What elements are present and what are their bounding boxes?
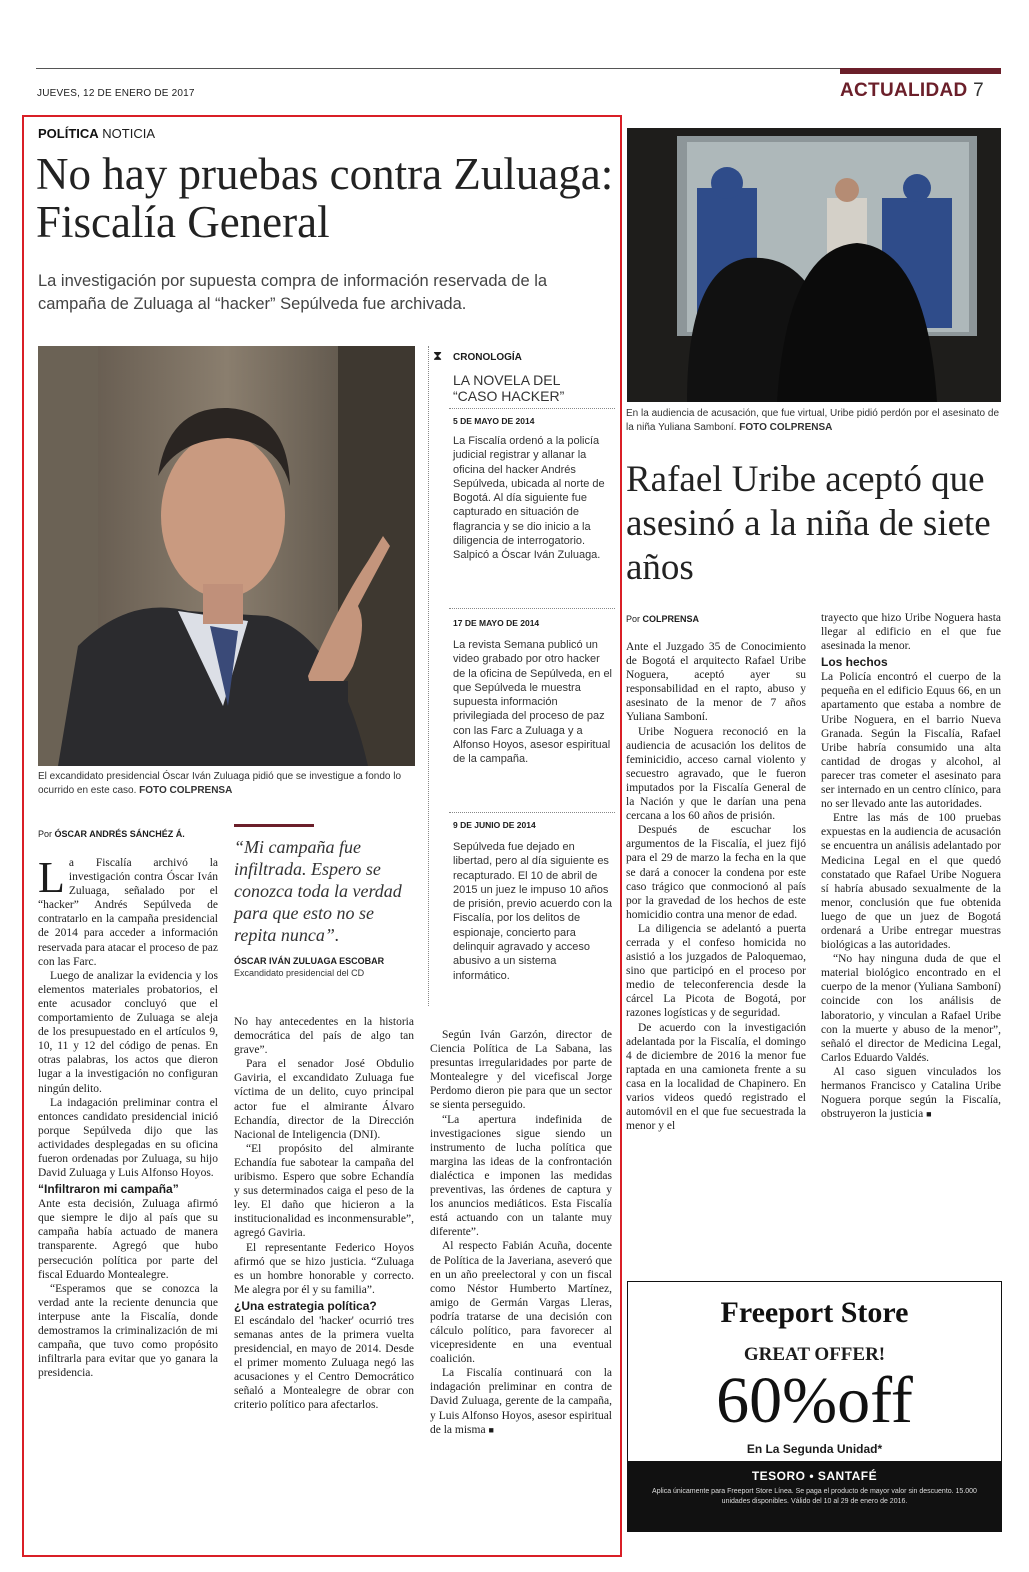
deck: La investigación por supuesta compra de información reservada de la campaña de Zuluaga al “hacker” Sepúlveda fue archivada. bbox=[38, 272, 548, 313]
chronology-date: 9 DE JUNIO DE 2014 bbox=[453, 820, 536, 830]
kicker bbox=[38, 126, 155, 141]
ad-discount: 60%off bbox=[716, 1364, 913, 1437]
article-column-4 bbox=[626, 640, 806, 1133]
paragraph: “El propósito del almirante Echandía fue sabotear la campaña del uribismo. Espero que sobre Echandía y sus determinados caiga el peso de la ley. El daño que hicieron a la institucionalidad es inconmensurable”, agregó Gaviria. bbox=[234, 1142, 414, 1240]
photo-credit: FOTO COLPRENSA bbox=[139, 785, 233, 796]
headline: Rafael Uribe aceptó que asesinó a la niña de siete años bbox=[626, 459, 991, 588]
paragraph: “Esperamos que se conozca la verdad ante la reciente denuncia que interpuse ante la Fiscalía, donde demostramos la criminalización de mi campaña, que tuvo como propósito infiltrarla para evitar que yo ganara la presidencia. bbox=[38, 1282, 218, 1380]
article-column-1 bbox=[38, 853, 218, 1380]
end-mark-icon: ■ bbox=[488, 1424, 494, 1435]
byline bbox=[626, 614, 699, 624]
pullquote: “Mi campaña fue infiltrada. Espero se conozca toda la verdad para que esto no se repita nunca”. bbox=[234, 837, 402, 945]
byline-prefix: Por bbox=[38, 829, 53, 839]
paragraph: De acuerdo con la investigación adelantada por la Fiscalía, el domingo 4 de diciembre de 2016 la menor fue raptada en una camioneta frente a su casa en la localidad de Chapinero. En varios videos quedó registrado el automóvil en el que fue secuestrada la menor y el bbox=[626, 1021, 806, 1133]
chronology-text: Sepúlveda fue dejado en libertad, pero al día siguiente es recapturado. El 10 de abril de 2015 un juez le impuso 10 años de prisión, previo acuerdo con la Fiscalía, por los delitos de espionaje, concierto para delinquir agravado y acceso abusivo a un sistema informático. bbox=[453, 841, 612, 982]
end-mark-icon: ■ bbox=[926, 1109, 932, 1120]
photo-caption bbox=[38, 770, 415, 798]
paragraph bbox=[430, 1366, 612, 1436]
freeport-store-ad bbox=[627, 1281, 1002, 1532]
zuluaga-photo-illustration bbox=[38, 346, 415, 766]
separator bbox=[449, 408, 615, 409]
chronology-date: 5 DE MAYO DE 2014 bbox=[453, 416, 535, 426]
ad-fine-print: Aplica únicamente para Freeport Store Línea. Se paga el producto de mayor valor sin descuento. 15.000 unidades disponibles. Válido del 10 al 29 de enero de 2016. bbox=[652, 1488, 977, 1505]
article-column-5 bbox=[821, 611, 1001, 1121]
headline: No hay pruebas contra Zuluaga: Fiscalía General bbox=[36, 149, 614, 247]
paragraph: El representante Federico Hoyos afirmó que se hizo justicia. “Zuluaga es un hombre honorable y correcto. Me alegra por él y su familia”. bbox=[234, 1241, 414, 1296]
paragraph: Luego de analizar la evidencia y los elementos materiales probatorios, el ente acusador concluyó que el comportamiento de Zuluaga se aleja de los presupuestado en el artículos 9, 10, 11 y 12 del código de penas. En otras palabras, los actos que dieron lugar a la investigación no configuran ningún delito. bbox=[38, 969, 218, 1095]
courtroom-photo-illustration bbox=[627, 128, 1001, 402]
separator bbox=[449, 608, 615, 609]
paragraph-text: Al caso siguen vinculados los hermanos Francisco y Catalina Uribe Noguera porque según la Fiscalía, obstruyeron la justicia bbox=[821, 1065, 1001, 1121]
separator bbox=[449, 812, 615, 813]
paragraph: Ante el Juzgado 35 de Conocimiento de Bogotá el arquitecto Rafael Uribe Noguera, aceptó ayer su responsabilidad en el rapto, abuso y asesinato de la menor de 7 años Yuliana Samboní. bbox=[626, 641, 806, 724]
paragraph: Al respecto Fabián Acuña, docente de Política de la Javeriana, aseveró que en un año preelectoral y con un fiscal como Néstor Humberto Martínez, amigo de Germán Vargas Lleras, podría tratarse de una decisión con cálculo político, para favorecer al vicepresidente en una eventual coalición. bbox=[430, 1240, 612, 1366]
paragraph bbox=[821, 1065, 1001, 1121]
pullquote-rule bbox=[234, 824, 314, 827]
subheading: “Infiltraron mi campaña” bbox=[38, 1182, 179, 1197]
paragraph: Uribe Noguera reconoció en la audiencia de acusación los delitos de feminicidio, acceso carnal violento y secuestro agravado, que le fueron imputados por la Fiscalía General de la Nación y que le darían una pena cercana a los 60 años de prisión. bbox=[626, 725, 806, 823]
paragraph: Ante esta decisión, Zuluaga afirmó que siempre le dijo al país que su campaña había actuado de manera transparente. Agregó que hubo persecución política por parte del fiscal Eduardo Montealegre. bbox=[38, 1198, 218, 1281]
caption-text: El excandidato presidencial Óscar Iván Zuluaga pidió que se investigue a fondo lo ocurrido en este caso. bbox=[38, 771, 402, 796]
paragraph-text: La Fiscalía continuará con la indagación preliminar en contra de David Zuluaga, gerente de la campaña, y Luis Alfonso Hoyos, asesor espiritual de la misma bbox=[430, 1367, 612, 1436]
byline bbox=[38, 829, 185, 839]
section-label: ACTUALIDAD bbox=[840, 80, 968, 101]
paragraph: Para el senador José Obdulio Gaviria, el excandidato Zuluaga fue víctima de un delito, cuyo principal actor fue el almirante Álvaro Echandía, director de la Dirección Nacional de Inteligencia (DNI). bbox=[234, 1058, 414, 1141]
paragraph bbox=[38, 853, 218, 969]
byline-prefix: Por bbox=[626, 614, 641, 624]
chronology-text: La Fiscalía ordenó a la policía judicial registrar y allanar la oficina del hacker Andrés Sepúlveda, ubicada al norte de Bogotá. Al día siguiente fue capturado en situación de flagrancia y se dio inicio a la diligencia de interrogatorio. Salpicó a Óscar Iván Zuluaga. bbox=[453, 435, 605, 562]
paragraph: trayecto que hizo Uribe Noguera hasta llegar al edificio en el que fue asesinada la menor. bbox=[821, 612, 1001, 653]
paragraph: No hay antecedentes en la historia democrática del país de algo tan grave”. bbox=[234, 1016, 414, 1057]
ad-brand: Freeport Store bbox=[720, 1296, 909, 1329]
article-column-3 bbox=[430, 1028, 612, 1437]
chronology-text: La revista Semana publicó un video grabado por otro hacker de la oficina de Sepúlveda, en el que Sepúlveda le muestra supuesta información privilegiada del proceso de paz con las Farc a Zuluaga y a Alfonso Hoyos, asesor espiritual de la campaña. bbox=[453, 639, 613, 766]
subheading: ¿Una estrategia política? bbox=[234, 1298, 377, 1313]
paragraph: La Policía encontró el cuerpo de la pequeña en el edificio Equus 66, en un apartamento que estaba a nombre de Uribe Noguera, en el barrio Nueva Granada. Según la Fiscalía, Rafael Uribe habría consumido una alta cantidad de drogas y alcohol, al parecer tras cometer el asesinato para ser internado en un centro clínico, para no ser llevado ante las autoridades. bbox=[821, 671, 1001, 811]
drop-cap: L bbox=[38, 853, 65, 902]
pullquote-role: Excandidato presidencial del CD bbox=[234, 968, 365, 978]
caption-text: En la audiencia de acusación, que fue virtual, Uribe pidió perdón por el asesinato de la niña Yuliana Samboní. bbox=[626, 408, 1000, 433]
paragraph: La diligencia se adelantó a puerta cerrada y el confeso homicida no asistió a los juzgados de Paloquemao, sino que participó en el proceso por medio de teleconferencia desde la cárcel La Picota de Bogotá, por razones logísticas y de seguridad. bbox=[626, 922, 806, 1020]
paragraph: La indagación preliminar contra el entonces candidato presidencial inició porque Sepúlveda dijo que las actividades desplegadas en su oficina fueron ordenadas por Zuluaga, su hijo David Zuluaga y Luis Alfonso Hoyos. bbox=[38, 1096, 218, 1180]
photo-caption bbox=[626, 407, 1001, 435]
kicker-type: NOTICIA bbox=[102, 126, 156, 141]
hourglass-icon: ⧗ bbox=[433, 348, 443, 363]
paragraph: El escándalo del 'hacker' ocurrió tres semanas antes de la primera vuelta presidencial, en mayo de 2014. Desde el primer momento Zuluaga negó las acusaciones y el Centro Democrático señaló a Montealegre de obrar con criterio político para afectarlos. bbox=[234, 1314, 414, 1412]
page-number: 7 bbox=[973, 80, 985, 101]
kicker-section: POLÍTICA bbox=[38, 126, 99, 141]
paragraph: “La apertura indefinida de investigaciones sigue siendo un instrumento de lucha política que margina las ideas de la confrontación dialéctica e imponen las medidas preventivas, las órdenes de captura y los anuncios mediáticos. Esta Fiscalía está actuando con un talante muy diferente”. bbox=[430, 1113, 612, 1239]
article-column-2 bbox=[234, 1015, 414, 1413]
paragraph: Después de escuchar los argumentos de la Fiscalía, el juez fijó para el 29 de marzo la fecha en la que se dará a conocer la condena por este caso trágico que conmocionó al país por la gravedad de los hechos de este homicidio contra una menor de edad. bbox=[626, 824, 806, 921]
zuluaga-photo bbox=[38, 346, 415, 766]
photo-credit: FOTO COLPRENSA bbox=[739, 422, 833, 433]
byline-author: ÓSCAR ANDRÉS SÁNCHÉZ Á. bbox=[54, 829, 185, 839]
ad-stores: TESORO • SANTAFÉ bbox=[751, 1469, 878, 1483]
chronology-sidebar bbox=[428, 346, 616, 1006]
ad-footer-strip bbox=[628, 1461, 1001, 1531]
courtroom-screen-photo bbox=[627, 128, 1001, 402]
chronology-subtitle: LA NOVELA DEL “CASO HACKER” bbox=[453, 372, 565, 404]
section-bar bbox=[840, 68, 1001, 74]
pullquote-author: ÓSCAR IVÁN ZULUAGA ESCOBAR bbox=[234, 956, 385, 966]
ad-offer: GREAT OFFER! bbox=[743, 1344, 886, 1365]
issue-date: JUEVES, 12 DE ENERO DE 2017 bbox=[37, 88, 195, 99]
section-header bbox=[840, 80, 984, 102]
ad-unit: En La Segunda Unidad* bbox=[746, 1442, 883, 1456]
paragraph: Entre las más de 100 pruebas expuestas en la audiencia de acusación se encuentra un análisis adelantado por Medicina Legal en el que quedó constatado que Rafael Uribe Noguera sí habría abusado sexualmente de la menor, conclusión que fue obtenida luego de que un juez de Bogotá ordenará a Uribe entregar muestras biológicas a las autoridades. bbox=[821, 812, 1001, 952]
chronology-date: 17 DE MAYO DE 2014 bbox=[453, 618, 540, 628]
paragraph: Según Iván Garzón, director de Ciencia Política de La Sabana, las presuntas irregularidades por parte de Montealegre y del vicefiscal Jorge Perdomo dieron pie para que un sector se sienta perseguido. bbox=[430, 1029, 612, 1112]
chronology-title: CRONOLOGÍA bbox=[453, 352, 522, 363]
subheading: Los hechos bbox=[821, 655, 888, 670]
byline-author: COLPRENSA bbox=[642, 614, 700, 624]
paragraph-text: a Fiscalía archivó la investigación contra Óscar Iván Zuluaga, señalado por el “hacker” Andrés Sepúlveda de contratarlo en la campaña presidencial de 2014 para acceder a información reservada para atacar el proceso de paz con las Farc. bbox=[38, 857, 218, 968]
paragraph: “No hay ninguna duda de que el material biológico encontrado en el cuerpo de la menor (Yuliana Samboní) coincide con los análisis de laboratorio, y vinculan a Rafael Uribe con la muerte y abuso de la menor”, señaló el director de Medicina Legal, Carlos Eduardo Valdés. bbox=[821, 953, 1001, 1064]
